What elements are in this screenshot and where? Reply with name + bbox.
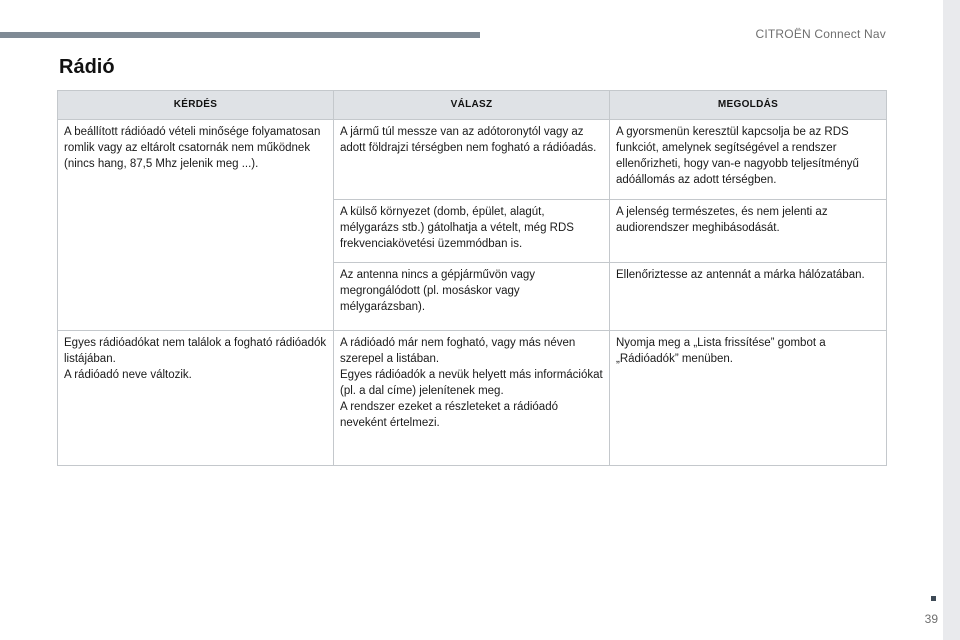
solution-cell: A gyorsmenün keresztül kapcsolja be az RDS funkciót, amelynek segítségével a rendszer ellenőrizheti, hogy van-e nagyobb teljesítményű adóállomás az adott térségben.: [610, 120, 887, 200]
question-cell: A beállított rádióadó vételi minősége folyamatosan romlik vagy az eltárolt csatornák nem működnek (nincs hang, 87,5 Mhz jelenik meg ...).: [58, 120, 334, 331]
question-cell: Egyes rádióadókat nem találok a fogható rádióadók listájában. A rádióadó neve változik.: [58, 331, 334, 466]
table-row: [58, 331, 887, 466]
answer-cell: A rádióadó már nem fogható, vagy más néven szerepel a listában. Egyes rádióadók a nevük helyett más információkat (pl. a dal címe) jelenítenek meg. A rendszer ezeket a részleteket a rádióadó neveként értelmezi.: [334, 331, 610, 466]
solution-cell: Ellenőriztesse az antennát a márka hálózatában.: [610, 263, 887, 331]
table-header-row: [58, 91, 887, 120]
solution-cell: A jelenség természetes, és nem jelenti az audiorendszer meghibásodását.: [610, 200, 887, 263]
faq-table: [57, 90, 887, 466]
column-header-question: KÉRDÉS: [58, 91, 334, 120]
answer-cell: A jármű túl messze van az adótoronytól vagy az adott földrajzi térségben nem fogható a rádióadás.: [334, 120, 610, 200]
answer-cell: Az antenna nincs a gépjárművön vagy megrongálódott (pl. mosáskor vagy mélygarázsban).: [334, 263, 610, 331]
header-rule: [0, 32, 480, 38]
solution-cell: Nyomja meg a „Lista frissítése” gombot a „Rádióadók” menüben.: [610, 331, 887, 466]
table-row: [58, 120, 887, 200]
side-strip: [943, 0, 960, 640]
page-number: 39: [924, 612, 938, 626]
brand-label: CITROËN Connect Nav: [755, 27, 886, 41]
section-marker: [931, 596, 936, 601]
column-header-answer: VÁLASZ: [334, 91, 610, 120]
page-title: Rádió: [59, 56, 115, 78]
column-header-solution: MEGOLDÁS: [610, 91, 887, 120]
answer-cell: A külső környezet (domb, épület, alagút, mélygarázs stb.) gátolhatja a vételt, még RDS frekvenciakövetési üzemmódban is.: [334, 200, 610, 263]
